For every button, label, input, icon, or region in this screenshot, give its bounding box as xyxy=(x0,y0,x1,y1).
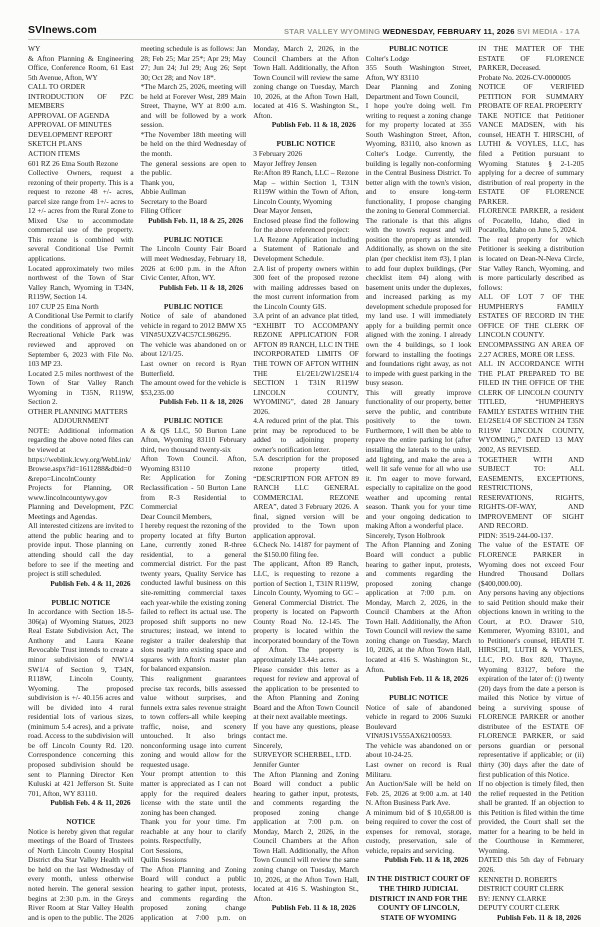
notice-paragraph: FLORENCE PARKER, a resident of Pocatello, Idaho, died in Pocatello, Idaho on June 5, 2024. xyxy=(478,206,584,235)
notice-paragraph: ACTION ITEMS xyxy=(28,149,80,159)
publish-line: Publish Feb. 11 & 18, 2026 xyxy=(271,120,356,130)
notice-paragraph: DATED this 5th day of February 2026. xyxy=(478,855,584,875)
notice-paragraph: Thank you for your time. I'm reachable at any hour to clarify points. Respectfully, xyxy=(140,817,247,846)
notice-paragraph: & Afton Planning & Engineering Office, Conference Room, 61 East 5th Avenue, Afton, WY xyxy=(28,53,134,82)
site-title: SVInews.com xyxy=(28,24,97,36)
publish-line: Publish Feb. 11 & 18, 2026 xyxy=(159,282,244,292)
notice-paragraph: The real property for which Petitioner is seeking a distribution is located on Dean-N-Neva Circle, Star Valley Ranch, Wyoming, and is more particularly described as follows: xyxy=(478,234,584,292)
publish-line: Publish Feb. 4 & 11, 2026 xyxy=(50,578,131,588)
legal-notices-columns xyxy=(28,44,584,926)
notice-paragraph: 3 February 2026 xyxy=(253,148,303,158)
notice-paragraph: WY xyxy=(28,44,41,53)
notice-paragraph: All interested citizens are invited to attend the public hearing and to provide input. Those planning on attending should call the day before to see if the meeting and project is still scheduled. xyxy=(28,521,134,579)
notice-paragraph: TOGETHER WITH AND SUBJECT TO: ALL EASEMENTS, EXCEPTIONS, RESTRICTIONS, RESERVATIONS, RIGHTS, RIGHTS-OF-WAY, AND IMPROVEMENT OF SIGHT AND RECORD. xyxy=(478,454,584,531)
publish-line: Publish Feb. 11 & 18, 2026 xyxy=(271,903,356,913)
masthead-page-number: SVI MEDIA - 17A xyxy=(514,27,580,36)
notice-paragraph: Your prompt attention to this matter is appreciated as I can not apply for the required dealers license with the state until the zoning has been changed. xyxy=(140,769,247,817)
masthead-right xyxy=(284,27,580,36)
notice-paragraph: 3.A print of an advance plat titled, “EXHIBIT TO ACCOMPANY REZONE APPLICATION FOR AFTON 89 RANCH, LLC IN THE INCORPORATED LIMITS OF THE TOWN OF AFTON WITHIN THE E1/2E1/2W1/2SE1/4 SECTION 1 T31N R119W LINCOLN COUNTY, WYOMING”, dated 28 January 2026. xyxy=(253,311,359,416)
notice-paragraph: Enclosed please find the following for the above referenced project: xyxy=(253,215,359,235)
notice-paragraph: The vehicle was abandoned on or about 10-24-25. xyxy=(365,740,472,760)
notice-paragraph: A Conditional Use Permit to clarify the conditions of approval of the Recreational Vehicle Park was reviewed and approved on September 6, 2023 with File No. 103 MP 23. xyxy=(28,311,134,369)
notice-paragraph: The Afton Planning and Zoning Board will conduct a public hearing to gather input, protests, and comments regarding the proposed zoning change application at 7:00 p.m. on Monday, March 2, 2026, in the Council Chambers at the Afton Town Hall. Additionally, the Afton Town Council will review the same zoning change on Tuesday, March 10, 2026, at the Afton Town Hall, located at 416 S. Washington St., Afton. xyxy=(253,769,359,903)
notice-paragraph: The rationale is that this aligns with the town's request and will position the property as intended. Additionally, as shown on the site plan (per checklist item #3), I plan to add four duplex buildings, (Per checklist item #4) along with basement units under the duplexes, and increased parking as my development schedule proposed for my land use. I will immediately apply for a building permit once aligned with the zoning. I already own the 4 buildings, so I look forward to installing the footings and foundations right away, as not to impede with guest parking in the busy season. xyxy=(365,215,472,388)
notice-paragraph: ALL OF LOT 7 OF THE HUMPHERYS FAMILY ESTATES OF RECORD IN THE OFFICE OF THE CLERK OF LINCOLN COUNTY. xyxy=(478,292,584,340)
publish-line: Publish Feb. 11 & 18, 2026 xyxy=(159,397,244,407)
notice-paragraph: Probate No. 2026-CV-0000005 xyxy=(478,72,571,82)
notice-paragraph: Last owner on record is Ryan Butterfield. xyxy=(140,358,247,378)
notice-paragraph: The Lincoln County Fair Board will meet Wednesday, February 18, 2026 at 6:00 p.m. in the Afton Civic Center, Afton, WY. xyxy=(140,244,247,283)
notice-heading: IN THE DISTRICT COURT OF THE THIRD JUDICIAL DISTRICT IN AND FOR THE COUNTY OF LINCOLN, STATE OF WYOMING xyxy=(366,874,471,922)
notice-paragraph: *The March 25, 2026, meeting will be held at Forever West, 289 Main Street, Thayne, WY at 8:00 a.m. and will be followed by a work session. xyxy=(140,82,247,130)
notice-paragraph: Collective Owners, request a rezoning of their property. This is a request to rezone 48 +/- acres, parcel size range from 1+/- acres to 12 +/- acres from the Rural Zone to Mixed Use to accommodate commercial use of the property. This rezone is combined with several Conditional Use Permit applications. xyxy=(28,168,134,264)
notice-paragraph: Dear Council Members, xyxy=(140,511,212,521)
notice-heading: PUBLIC NOTICE xyxy=(51,597,111,607)
notice-paragraph: Secretary to the Board xyxy=(140,196,207,206)
notice-paragraph: Thank you, xyxy=(140,177,175,187)
notice-paragraph: NOTE: Additional information regarding the above noted files can be viewed at xyxy=(28,425,134,454)
notice-paragraph: Any persons having any objections to said Petition should make their objections known in writing to the Court, at P.O. Drawer 510, Kemmerer, Wyoming 83101, and to Petitioner's counsel, HEATH T. HIRSCHI, LUTHI & VOYLES, LLC, P.O. Box 820, Thayne, Wyoming 83127, before the expiration of the later of: (i) twenty (20) days from the date a person is mailed this Notice by virtue of being a surviving spouse of FLORENCE PARKER or another distributee of the ESTATE OF FLORENCE PARKER, or said persons guardian or personal representative if applicable; or (ii) thirty (30) days after the date of first publication of this Notice. xyxy=(478,588,584,779)
notice-heading: PUBLIC NOTICE xyxy=(163,416,223,426)
notice-heading: PUBLIC NOTICE xyxy=(389,693,449,703)
masthead xyxy=(28,20,580,40)
notice-paragraph: SKETCH PLANS xyxy=(28,139,83,149)
notice-paragraph: BY: JENNY CLARKE xyxy=(478,893,547,903)
notice-heading: PUBLIC NOTICE xyxy=(163,301,223,311)
notice-paragraph: The amount owed for the vehicle is $53,235.00 xyxy=(140,378,247,397)
publish-line: Publish Feb. 11 & 18, 2026 xyxy=(384,855,469,865)
notice-paragraph: 6.Check No. 14187 for payment of the $150.00 filing fee. xyxy=(253,540,359,559)
publish-line: Publish Feb. 4 & 11, 2026 xyxy=(50,798,131,808)
notice-paragraph: This realignment guarantees precise tax records, bills assessed value without surprises, and funnels extra sales revenue straight to town coffers-all while keeping traffic, noise, and scenery untouched. It also brings nonconforming usage into current zoning and would allow for the requested usage. xyxy=(140,673,247,769)
notice-paragraph: OTHER PLANNING MATTERS xyxy=(28,406,128,416)
notice-paragraph: The Afton Planning and Zoning Board will conduct a public hearing to gather input, protests, and comments regarding the proposed zoning change application at 7:00 p.m. on Monday, March 2, 2026, in the Council Chambers at the Afton Town Hall. Additionally, the Afton Town Council will review the same zoning change on Tuesday, March 10, 2026, at the Afton Town Hall, located at 416 S. Washington St., Afton. xyxy=(365,540,472,674)
notice-paragraph: An Auction/Sale will be held on Feb. 25, 2026 at 9:00 a.m. at 140 N. Afton Business Park Ave. xyxy=(365,779,472,808)
publish-line: Publish Feb. 11, 18 & 25, 2026 xyxy=(148,215,244,225)
notice-paragraph: The value of the ESTATE OF FLORENCE PARKER in Wyoming does not exceed Four Hundred Thousand Dollars ($400,000.00). xyxy=(478,540,584,588)
notice-paragraph: 107 CUP 25 Etna North xyxy=(28,301,99,311)
notice-paragraph: The Afton Planning and Zoning Board will conduct a public hearing to gather input, protests, and comments regarding the proposed zoning change application at 7:00 p.m. on Monday, March 2, 2026, in the Council Chambers at the Afton Town Hall. Additionally, the Afton Town Council will review the same zoning change on Tuesday, March 10, 2026, at the Afton Town Hall, located at 416 S. Washington St., Afton. xyxy=(140,44,359,922)
notice-paragraph: Notice of sale of abandoned vehicle in regard to 2012 BMW X5 VIN#5UXZV4C57CL986295. xyxy=(140,311,247,340)
notice-paragraph: Dear Planning and Zoning Department and Town Council, xyxy=(365,82,472,101)
publish-line: Publish Feb. 11 & 18, 2026 xyxy=(496,912,581,922)
notice-paragraph: In accordance with Section 18-5-306(a) of Wyoming Statues, 2023 Real Estate Subdivision Act, The Anthony and Laura Keane Revocable Trust intends to create a minor subdivision of NW1/4 SW1/4 of Section 9, T34N, R118W, Lincoln County, Wyoming. The proposed subdivision is +/- 40.156 acres and will be divided into 4 rural residential lots of various sizes, (minimum 5.4 acres), and a private road. Access to the subdivision will be off Lincoln County Rd. 120. Correspondence concerning this proposed subdivision should be sent to Planning Director Ken Kuluski at 421 Jefferson St. Suite 701, Afton, WY 83110. xyxy=(28,607,134,798)
notice-paragraph: A & QS LLC, 50 Burton Lane Afton, Wyoming 83110 February third, two thousand twenty-six xyxy=(140,425,247,454)
notice-paragraph: I hereby request the rezoning of the property located at fifty Burton Lane, currently zoned R-three residential, to a general commercial district. For the past twenty years, Quality Service has conducted lawful business on this site-remitting commercial taxes each year-while the existing zoning failed to reflect its actual use. The proposed shift supports no new structures; instead, we intend to register a trailer dealership that slots neatly into existing space and squares with Afton's master plan for balanced expansion. xyxy=(140,521,247,674)
notice-paragraph: Jennifer Gunter xyxy=(253,759,300,769)
notice-paragraph: INTRODUCTION OF PZC MEMBERS xyxy=(28,91,134,111)
notice-paragraph: Located approximately two miles northwest of the Town of Star Valley Ranch, Wyoming in T34N, R119W, Section 14. xyxy=(28,263,134,302)
notice-paragraph: IN THE MATTER OF THE ESTATE OF FLORENCE PARKER, Deceased. xyxy=(478,44,584,73)
notice-paragraph: Sincerely, xyxy=(253,740,283,750)
notice-paragraph: TAKE NOTICE that Petitioner VANCE MADSEN, with his counsel, HEATH T. HIRSCHI, of LUTHI & VOYLES, LLC, has filed a Petition pursuant to Wyoming Statutes § 2-1-205 applying for a decree of summary distribution of real property in the ESTATE OF FLORENCE PARKER. xyxy=(478,110,584,206)
notice-heading: PUBLIC NOTICE xyxy=(163,234,223,244)
notice-paragraph: 5.A description for the proposed rezone property titled, “DESCRIPTION FOR AFTON 89 RANCH LLC GENERAL COMMERCIAL REZONE AREA”, dated 3 February 2026. A final, signed version will be provided to the Town upon application approval. xyxy=(253,454,359,540)
notice-paragraph: Please consider this letter as a request for review and approval of the application to be presented to the Afton Planning and Zoning Board and the Afton Town Council at their next available meetings. xyxy=(253,664,359,722)
notice-paragraph: Re:Afton 89 Ranch, LLC – Rezone Map – within Section 1, T31N R119W within the Town of Afton, Lincoln County, Wyoming xyxy=(253,168,359,206)
masthead-date: WEDNESDAY, FEBRUARY 11, 2026 xyxy=(382,27,515,36)
notice-paragraph: CALL TO ORDER xyxy=(28,82,86,92)
notice-paragraph: A minimum bid of $ 10,658.00 is being required to cover the cost of expenses for removal, storage, custody, preservation, sale of vehicle, repairs and servicing. xyxy=(365,807,472,855)
notice-paragraph: DEPUTY COURT CLERK xyxy=(478,903,560,913)
notice-paragraph: *The November 18th meeting will be held on the third Wednesday of the month. xyxy=(140,129,247,159)
notice-paragraph: Last owner on record is Rual Militaru. xyxy=(365,759,472,779)
notice-url: https://weblink.lcwy.org/WebLink/Browse.aspx?id=1611288&dbid=0&repo=LincolnCounty xyxy=(28,454,132,483)
notice-paragraph: Filing Officer xyxy=(140,206,182,216)
notice-paragraph: If no objection is timely filed, then the relief requested in the Petition shall be granted. If an objection to this Petition is filed within the time provided, the Court shall set the matter for a hearing to be held in the Courthouse in Kemmerer, Wyoming. xyxy=(478,779,584,855)
notice-paragraph: Colter's Lodge xyxy=(365,53,410,63)
notice-paragraph: 601 RZ 26 Etna South Rezone xyxy=(28,158,119,168)
notice-paragraph: Abbie Aullman xyxy=(140,187,186,197)
notice-paragraph: DEVELOPMENT REPORT xyxy=(28,129,113,139)
masthead-region: STAR VALLEY WYOMING xyxy=(283,27,383,36)
notice-paragraph: NOTICE OF VERIFIED PETITION FOR SUMMARY PROBATE OF REAL PROPERTY xyxy=(478,82,584,111)
notice-subheading: ADJOURNMENT xyxy=(53,416,109,426)
publish-line: Publish Feb. 11 & 18, 2026 xyxy=(384,674,469,684)
notice-paragraph: The vehicle was abandoned on or about 12/1/25. xyxy=(140,339,247,359)
notice-paragraph: DISTRICT COURT CLERK xyxy=(478,884,564,894)
notice-paragraph: ENCOMPASSING AN AREA OF 2.27 ACRES, MORE OR LESS. xyxy=(478,339,584,359)
notice-paragraph: 1.A Rezone Application including a Statement of Rationale and Development Schedule. xyxy=(253,234,359,263)
notice-paragraph: Afton Town Council. Afton, Wyoming 83110 xyxy=(140,454,247,473)
notice-paragraph: Dear Mayor Jensen, xyxy=(253,206,313,216)
notice-paragraph: The general sessions are open to the public. xyxy=(140,158,247,178)
notice-paragraph: Cort Sessions, xyxy=(140,845,183,855)
notice-paragraph: KENNETH D. ROBERTS xyxy=(478,874,557,884)
notice-paragraph: SURVEYOR SCHERBEL, LTD. xyxy=(253,750,352,760)
notice-paragraph: This will greatly improve functionality of our property, better serve the public, and contribute positively to the town. Furthermore, I will then be able to repave the entire parking lot (after installing the laterals to the units), add lighting, and make the area a well lit safe venue for all who use it. I'm eager to move forward, especially to capitalize on the good weather and upcoming rental season. Thank you for your time and your ongoing dedication to making Afton a wonderful place. xyxy=(365,387,472,531)
notice-paragraph: Projects for Planning, OR www.lincolncountywy.gov Planning and Development, PZC Meetings and Agendas. xyxy=(28,483,134,521)
notice-paragraph: 4.A reduced print of the plat. This print may be reproduced to be added to adjoining property owner's notification letter. xyxy=(253,416,359,454)
notice-paragraph: APPROVAL OF AGENDA xyxy=(28,110,110,120)
notice-paragraph: Quilin Sessions xyxy=(140,855,187,865)
notice-paragraph: I hope you're doing well. I'm writing to request a zoning change for my property located at 355 South Washington Street, Afton, Wyoming, 83110, also known as Colter's Lodge. Currently, the building is legally non-conforming in the Central Business District. To better align with the town's vision, and to ensure long-term functionality, I propose changing the zoning to General Commercial. xyxy=(365,101,472,216)
notice-paragraph: Mayor Jeffrey Jensen xyxy=(253,158,317,168)
notice-paragraph: PIDN: 3519-244-00-137. xyxy=(478,530,554,540)
notice-heading: NOTICE xyxy=(66,817,96,827)
notice-heading: PUBLIC NOTICE xyxy=(389,44,449,53)
notice-paragraph: Re: Application for Zoning Reclassification - 50 Burton Lane from R-3 Residential to Commercial xyxy=(140,473,247,512)
notice-paragraph: 355 South Washington Street, Afton, WY 83110 xyxy=(365,63,472,82)
notice-paragraph: Notice of sale of abandoned vehicle in regard to 2006 Suzuki Boulevard VIN#JS1V555AX62100593. xyxy=(365,702,472,741)
notice-paragraph: Located 2.5 miles northwest of the Town of Star Valley Ranch Wyoming in T35N, R119W, Section 2. xyxy=(28,368,134,407)
notice-paragraph: ALL IN ACCORDANCE WITH THE PLAT PREPARED TO BE FILED IN THE OFFICE OF THE CLERK OF LINCOLN COUNTY TITLED, “HUMPHERYS FAMILY ESTATES WITHIN THE E1/2SE1/4 OF SECTION 24 T35N R119W LINCOLN COUNTY, WYOMING,” DATED 13 MAY 2002, AS REVISED. xyxy=(478,359,584,454)
notice-paragraph: Notice is hereby given that regular meetings of the Board of Trustees of North Lincoln County Hospital District dba Star Valley Health will be held on the last Wednesday of every month, unless otherwise noted herein. The general session begins at 2:30 p.m. in the Greys River Room at Star Valley Health and is open to the public. The 2026 meeting schedule is as follows: Jan 28; Feb 25; Mar 25*; Apr 29; May 27; Jun 24; Jul 29; Aug 26; Sept 30; Oct 28; and Nov 18*. xyxy=(28,44,247,922)
notice-paragraph: The applicant, Afton 89 Ranch, LLC, is requesting to rezone a portion of Section 1, T31N R119W, Lincoln County, Wyoming to GC – General Commercial District. The property is located on Papworth County Road No. 12-145. The property is located within the incorporated boundary of the Town of Afton. The property is approximately 13.44± acres. xyxy=(253,559,359,664)
notice-paragraph: APPROVAL OF MINUTES xyxy=(28,120,112,130)
notice-paragraph: If you have any questions, please contact me. xyxy=(253,721,359,741)
notice-paragraph: Sincerely, Tyson Holbrook xyxy=(365,530,445,540)
notice-heading: PUBLIC NOTICE xyxy=(276,139,336,149)
notice-paragraph: 2.A list of property owners within 300 feet of the proposed rezone with mailing addresses based on the most current information from the Lincoln County GIS. xyxy=(253,263,359,311)
